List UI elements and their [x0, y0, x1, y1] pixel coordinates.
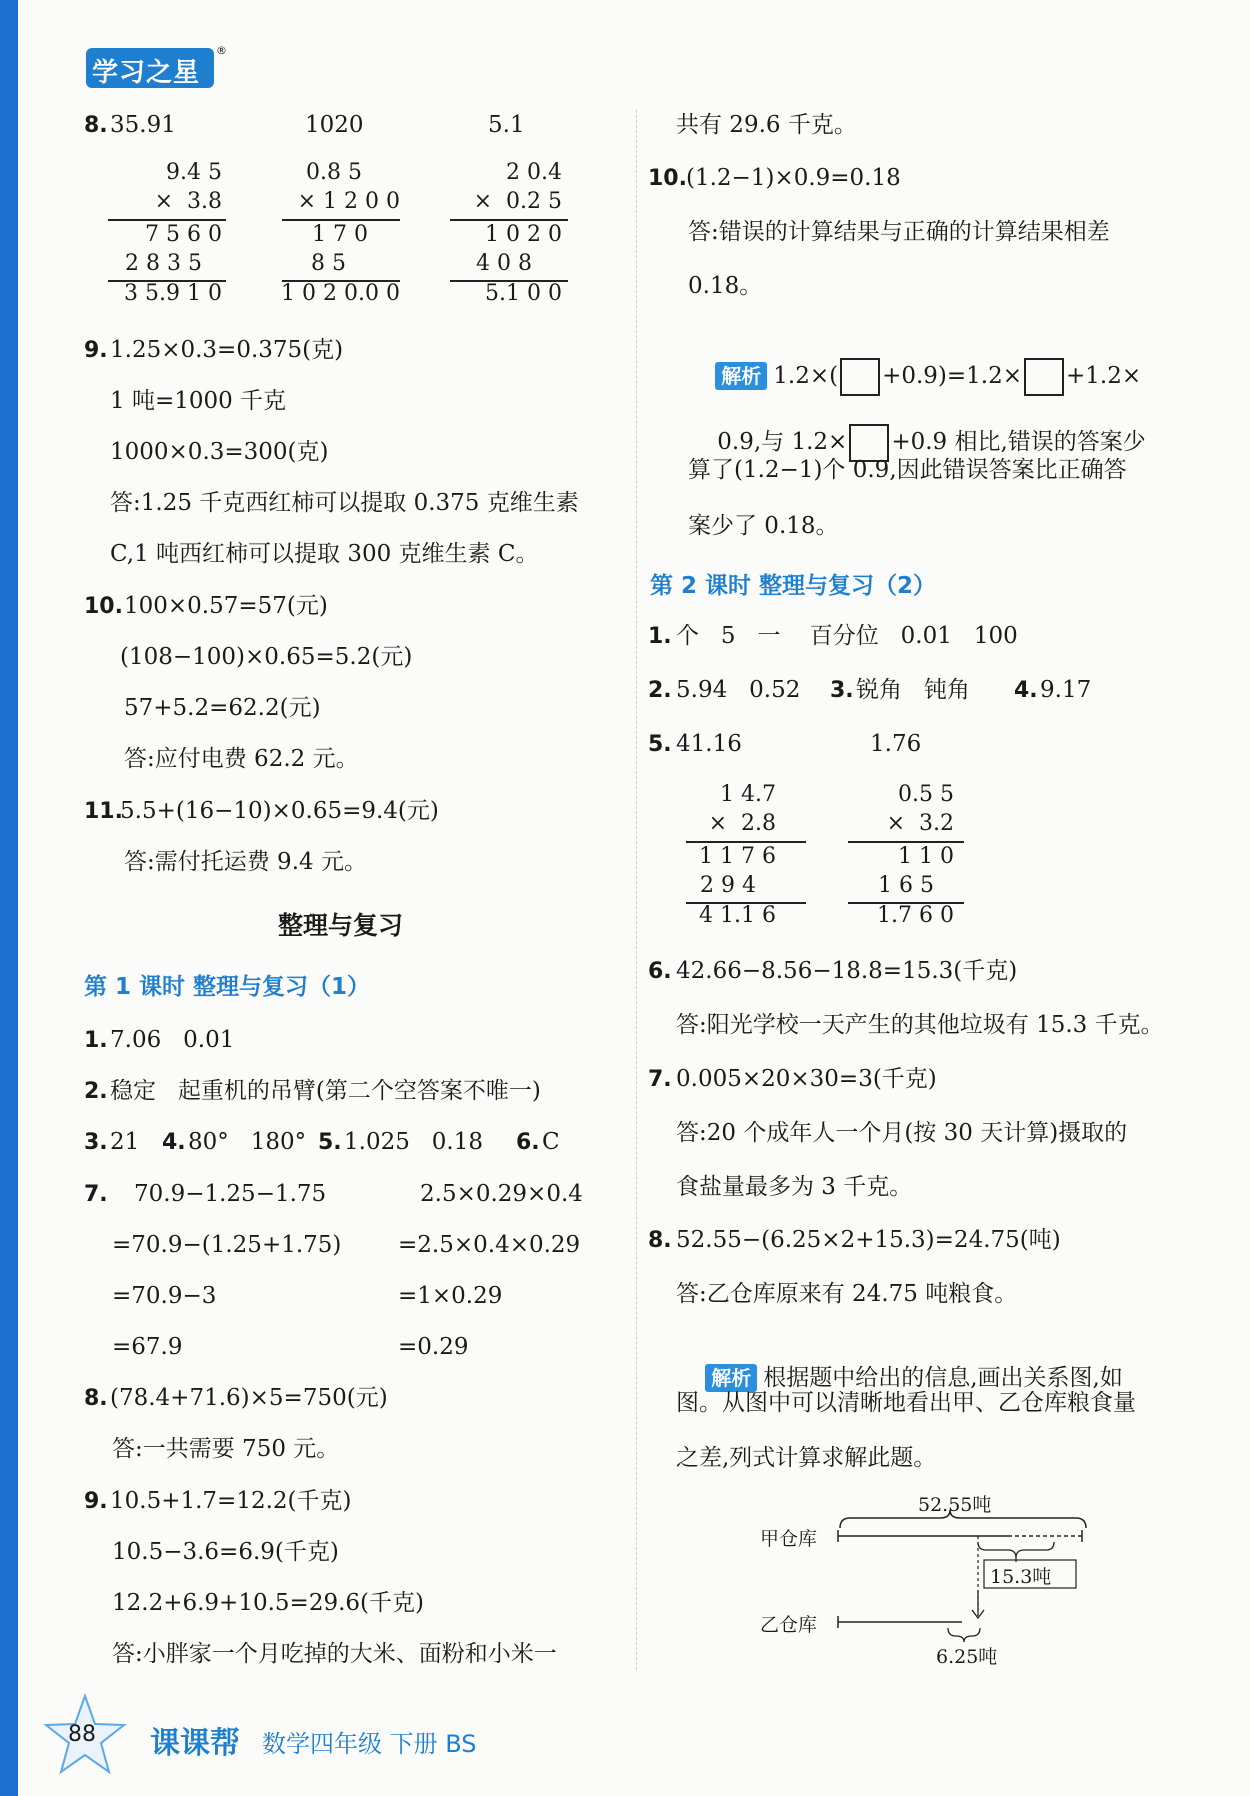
calc-row: 0.8 5: [306, 160, 362, 185]
l2-a6-number: 6.: [648, 959, 672, 984]
diagram-bottom-label: 6.25吨: [936, 1646, 998, 1668]
q8-answer-2: 1020: [305, 112, 364, 138]
analysis-text: 0.9,与 1.2×: [717, 429, 848, 455]
diagram-row2-label: 乙仓库: [760, 1614, 818, 1636]
l1-a4-answer: 80° 180°: [188, 1129, 307, 1155]
calc-row: 1 1 7 6: [699, 844, 776, 869]
bottom-brace: [948, 1628, 980, 1642]
calc-row: 2 9 4: [700, 873, 756, 898]
calc-rule: [108, 219, 226, 221]
l1-a9-line: 12.2+6.9+10.5=29.6(千克): [112, 1590, 424, 1616]
calc-rule: [450, 219, 568, 221]
r-q10-answer: 答:错误的计算结果与正确的计算结果相差: [688, 219, 1110, 245]
column-divider: [636, 110, 637, 1670]
q10-line: (108−100)×0.65=5.2(元): [120, 644, 413, 670]
q8-answer-3: 5.1: [488, 112, 525, 138]
analysis-1-line: 算了(1.2−1)个 0.9,因此错误答案比正确答: [688, 457, 1127, 483]
vertical-calc-2: [282, 160, 400, 310]
footer-subtitle: 数学四年级 下册 BS: [262, 1730, 477, 1758]
l2-a8-line: 52.55−(6.25×2+15.3)=24.75(吨): [676, 1227, 1061, 1253]
calc-row: × 3.8: [154, 189, 222, 214]
q11-answer: 答:需付托运费 9.4 元。: [124, 849, 367, 875]
r-q10-line: (1.2−1)×0.9=0.18: [686, 165, 901, 191]
calc-row: 1.7 6 0: [877, 903, 954, 928]
l1-a7-right-step: 2.5×0.29×0.4: [420, 1181, 583, 1207]
calc-row: × 2.8: [708, 811, 776, 836]
l2-a4-number: 4.: [1014, 678, 1038, 703]
analysis-text: 1.2×(: [773, 363, 839, 389]
calc-row: 9.4 5: [166, 160, 222, 185]
l1-a9-answer: 答:小胖家一个月吃掉的大米、面粉和小米一: [112, 1641, 557, 1667]
l1-a7-right-step: =0.29: [398, 1334, 469, 1360]
l1-a7-number: 7.: [84, 1182, 108, 1207]
q9-number: 9.: [84, 338, 108, 363]
q11-number: 11.: [84, 799, 123, 824]
blank-box: [1024, 358, 1064, 396]
q11-line: 5.5+(16−10)×0.65=9.4(元): [120, 798, 439, 824]
q8-number: 8.: [84, 113, 108, 138]
mid-brace: [978, 1542, 1054, 1558]
l2-a8-answer: 答:乙仓库原来有 24.75 吨粮食。: [676, 1281, 1018, 1307]
warehouse-diagram: [740, 1490, 1120, 1670]
l1-a7-right-step: =2.5×0.4×0.29: [398, 1232, 581, 1258]
q10-line: 100×0.57=57(元): [124, 593, 328, 619]
lesson-2-heading: 第 2 课时 整理与复习（2）: [650, 573, 937, 599]
l2-a7-answer: 食盐量最多为 3 千克。: [676, 1174, 913, 1200]
l1-a4-number: 4.: [162, 1130, 186, 1155]
calc-row: × 1 2 0 0: [297, 189, 400, 214]
calc-row: × 3.2: [886, 811, 954, 836]
l1-a7-left-step: =70.9−3: [112, 1283, 217, 1309]
l2-a5-answer-2: 1.76: [870, 731, 922, 757]
q9-answer: C,1 吨西红柿可以提取 300 克维生素 C。: [110, 541, 539, 567]
registered-mark: ®: [216, 44, 227, 57]
logo: [86, 48, 214, 88]
l1-a2-answer: 稳定 起重机的吊臂(第二个空答案不唯一): [110, 1078, 541, 1104]
q10-number: 10.: [84, 594, 123, 619]
calc-row: 2 8 3 5: [125, 251, 202, 276]
vertical-calc-5: [848, 782, 964, 932]
analysis-2-line: 图。从图中可以清晰地看出甲、乙仓库粮食量: [676, 1390, 1136, 1416]
analysis-text: 根据题中给出的信息,画出关系图,如: [763, 1365, 1123, 1391]
analysis-text: +1.2×: [1066, 363, 1142, 389]
vertical-calc-3: [450, 160, 568, 310]
lesson-1-heading: 第 1 课时 整理与复习（1）: [84, 974, 371, 1000]
calc-row: 4 1.1 6: [699, 903, 776, 928]
diagram-row1-label: 甲仓库: [760, 1528, 818, 1550]
calc-rule: [848, 841, 964, 843]
l2-a7-answer: 答:20 个成年人一个月(按 30 天计算)摄取的: [676, 1120, 1128, 1146]
analysis-tag: 解析: [715, 362, 767, 390]
l1-a2-number: 2.: [84, 1079, 108, 1104]
section-title: 整理与复习: [278, 911, 404, 940]
l1-a6-answer: C: [542, 1129, 560, 1155]
q10-line: 57+5.2=62.2(元): [124, 695, 321, 721]
l1-a3-number: 3.: [84, 1130, 108, 1155]
continued-answer: 共有 29.6 千克。: [676, 112, 857, 138]
l1-a7-left-step: =67.9: [112, 1334, 183, 1360]
footer-brand: 课课帮: [150, 1726, 240, 1761]
analysis-1-line: 案少了 0.18。: [688, 513, 839, 539]
logo-text: 学习之星: [92, 58, 201, 88]
r-q10-answer: 0.18。: [688, 273, 763, 299]
l2-a2-number: 2.: [648, 678, 672, 703]
calc-row: 1 4.7: [720, 782, 776, 807]
l1-a7-left-step: 70.9−1.25−1.75: [134, 1181, 327, 1207]
calc-row: 8 5: [311, 251, 346, 276]
l2-a3-number: 3.: [830, 678, 854, 703]
calc-row: 1 0 2 0.0 0: [281, 281, 400, 306]
vertical-calc-4: [686, 782, 806, 932]
calc-row: 5.1 0 0: [485, 281, 562, 306]
calc-rule: [686, 841, 806, 843]
l1-a1-answer: 7.06 0.01: [110, 1027, 235, 1053]
l1-a8-answer: 答:一共需要 750 元。: [112, 1436, 340, 1462]
l2-a6-line: 42.66−8.56−18.8=15.3(千克): [676, 958, 1018, 984]
vertical-calc-1: [108, 160, 226, 310]
calc-row: 7 5 6 0: [145, 222, 222, 247]
calc-row: 4 0 8: [476, 251, 532, 276]
calc-row: 0.5 5: [898, 782, 954, 807]
l2-a1-number: 1.: [648, 624, 672, 649]
calc-rule: [282, 219, 400, 221]
blank-box: [840, 358, 880, 396]
q9-answer: 答:1.25 千克西红柿可以提取 0.375 克维生素: [110, 490, 579, 516]
l2-a4-answer: 9.17: [1040, 677, 1092, 703]
q8-answer-1: 35.91: [110, 112, 176, 138]
l2-a7-line: 0.005×20×30=3(千克): [676, 1066, 937, 1092]
l1-a9-line: 10.5+1.7=12.2(千克): [110, 1488, 352, 1514]
q10-answer: 答:应付电费 62.2 元。: [124, 746, 359, 772]
l1-a7-left-step: =70.9−(1.25+1.75): [112, 1232, 342, 1258]
calc-row: 2 0.4: [506, 160, 562, 185]
analysis-tag: 解析: [705, 1364, 757, 1392]
l1-a5-number: 5.: [318, 1130, 342, 1155]
l2-a5-number: 5.: [648, 732, 672, 757]
l2-a5-answer-1: 41.16: [676, 731, 742, 757]
calc-row: 1 1 0: [898, 844, 954, 869]
l2-a6-answer: 答:阳光学校一天产生的其他垃圾有 15.3 千克。: [676, 1012, 1164, 1038]
l1-a9-number: 9.: [84, 1489, 108, 1514]
l1-a9-line: 10.5−3.6=6.9(千克): [112, 1539, 339, 1565]
left-margin-bar: [0, 0, 18, 1796]
l2-a3-answer: 锐角 钝角: [856, 677, 970, 703]
l1-a8-line: (78.4+71.6)×5=750(元): [110, 1385, 388, 1411]
calc-row: 1 6 5: [878, 873, 934, 898]
l1-a5-answer: 1.025 0.18: [344, 1129, 483, 1155]
calc-row: 1 0 2 0: [485, 222, 562, 247]
diagram-top-label: 52.55吨: [918, 1494, 992, 1516]
diagram-mid-label: 15.3吨: [990, 1566, 1052, 1588]
l2-a2-answer: 5.94 0.52: [676, 677, 801, 703]
calc-row: × 0.2 5: [473, 189, 562, 214]
l1-a1-number: 1.: [84, 1028, 108, 1053]
page-number-star: [40, 1690, 130, 1780]
r-q10-number: 10.: [648, 166, 687, 191]
calc-row: 1 7 0: [312, 222, 368, 247]
calc-row: 3 5.9 1 0: [124, 281, 222, 306]
l2-a7-number: 7.: [648, 1067, 672, 1092]
q9-line: 1 吨=1000 千克: [110, 388, 287, 414]
l1-a3-answer: 21: [110, 1129, 140, 1155]
q9-line: 1000×0.3=300(克): [110, 439, 329, 465]
q9-line: 1.25×0.3=0.375(克): [110, 337, 344, 363]
l1-a6-number: 6.: [516, 1130, 540, 1155]
analysis-text: +0.9)=1.2×: [882, 363, 1023, 389]
l1-a8-number: 8.: [84, 1386, 108, 1411]
page-number: 88: [68, 1722, 96, 1747]
l2-a8-number: 8.: [648, 1228, 672, 1253]
l1-a7-right-step: =1×0.29: [398, 1283, 503, 1309]
analysis-text: +0.9 相比,错误的答案少: [891, 429, 1146, 455]
diagram-svg: [740, 1490, 1120, 1670]
analysis-2-line: 之差,列式计算求解此题。: [676, 1445, 937, 1471]
l2-a1-answer: 个 5 一 百分位 0.01 100: [676, 623, 1018, 649]
